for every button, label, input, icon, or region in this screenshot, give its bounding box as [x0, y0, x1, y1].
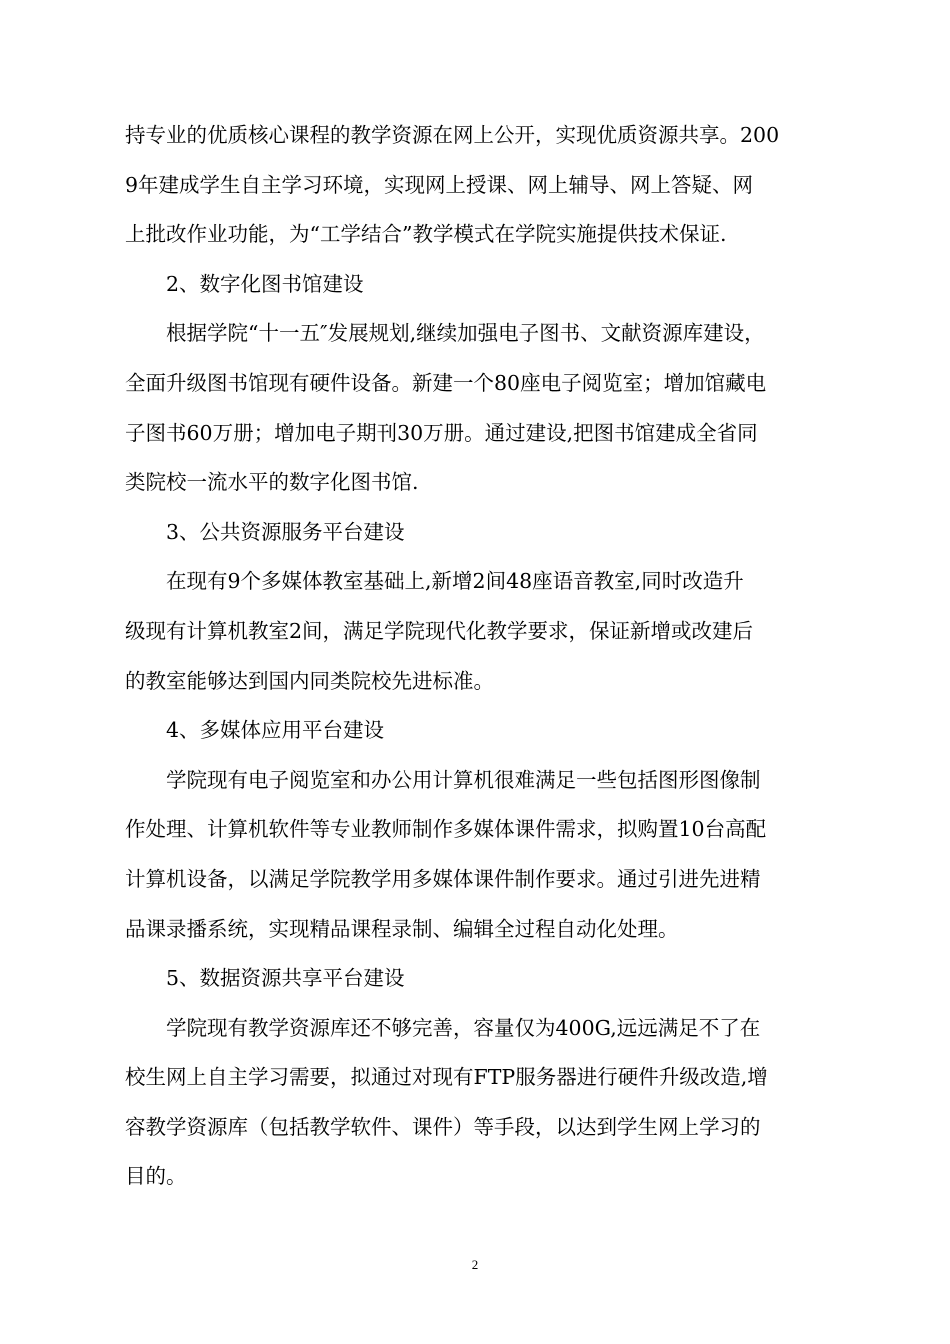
text-line-22: 目的。	[125, 1164, 187, 1189]
text-line-10: 在现有9个多媒体教室基础上,新增2间48座语音教室,同时改造升	[166, 569, 744, 594]
text-line-20: 校生网上自主学习需要，拟通过对现有FTP服务器进行硬件升级改造,增	[125, 1065, 768, 1090]
text-line-12: 的教室能够达到国内同类院校先进标准。	[125, 668, 494, 693]
document-body	[125, 111, 835, 1202]
text-line-2: 9年建成学生自主学习环境，实现网上授课、网上辅导、网上答疑、网	[125, 172, 754, 197]
text-line-14: 学院现有电子阅览室和办公用计算机很难满足一些包括图形图像制	[166, 767, 761, 792]
text-line-11: 级现有计算机教室2间，满足学院现代化教学要求，保证新增或改建后	[125, 618, 754, 643]
text-line-17: 品课录播系统，实现精品课程录制、编辑全过程自动化处理。	[125, 916, 679, 941]
section-heading-4: 4、多媒体应用平台建设	[166, 718, 385, 743]
text-line-16: 计算机设备，以满足学院教学用多媒体课件制作要求。通过引进先进精	[125, 866, 761, 891]
text-line-7: 子图书60万册；增加电子期刊30万册。通过建设,把图书馆建成全省同	[125, 420, 758, 445]
section-heading-5: 5、数据资源共享平台建设	[166, 966, 405, 991]
text-line-5: 根据学院“十一五″发展规划,继续加强电子图书、文献资源库建设，	[166, 321, 765, 346]
text-line-6: 全面升级图书馆现有硬件设备。新建一个80座电子阅览室；增加馆藏电	[125, 370, 767, 395]
section-heading-3: 3、公共资源服务平台建设	[166, 519, 405, 544]
section-heading-2: 2、数字化图书馆建设	[166, 271, 364, 296]
text-line-8: 类院校一流水平的数字化图书馆.	[125, 470, 419, 495]
text-line-3: 上批改作业功能，为“工学结合”教学模式在学院实施提供技术保证.	[125, 222, 727, 247]
text-line-19: 学院现有教学资源库还不够完善，容量仅为400G,远远满足不了在	[166, 1015, 761, 1040]
page-number: 2	[471, 1257, 479, 1272]
text-line-21: 容教学资源库（包括教学软件、课件）等手段，以达到学生网上学习的	[125, 1114, 761, 1139]
text-line-15: 作处理、计算机软件等专业教师制作多媒体课件需求，拟购置10台高配	[125, 817, 767, 842]
text-line-1: 持专业的优质核心课程的教学资源在网上公开，实现优质资源共享。200	[125, 123, 780, 147]
